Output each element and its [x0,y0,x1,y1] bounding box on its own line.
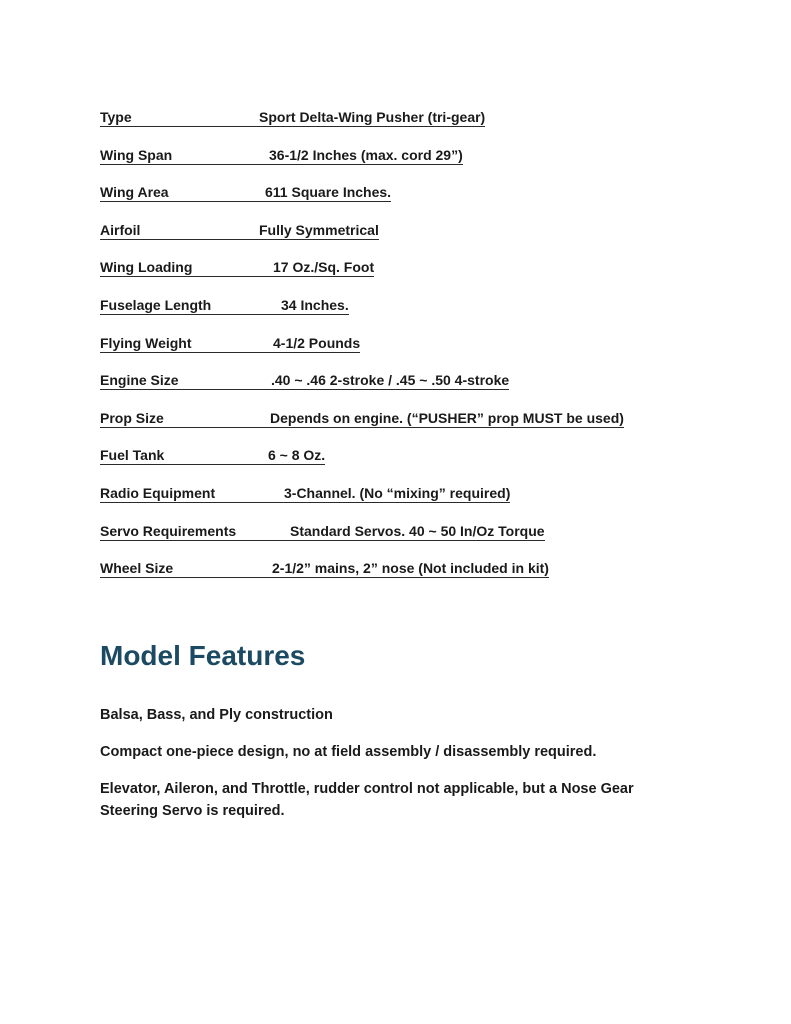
spec-row-radio-equipment [100,484,700,522]
spec-label: Wing Span [100,146,173,163]
spec-row-engine-size [100,371,700,409]
feature-item: Compact one-piece design, no at field assembly / disassembly required. [100,744,597,760]
spec-value: .40 ~ .46 2-stroke / .45 ~ .50 4-stroke [271,372,510,389]
spec-underline [100,371,509,390]
spec-label: Fuel Tank [100,447,165,464]
spec-underline [100,146,463,165]
spec-row-flying-weight [100,334,700,372]
spec-value: Fully Symmetrical [259,221,379,238]
spec-value: 36-1/2 Inches (max. cord 29”) [269,146,463,163]
spec-underline [100,522,545,541]
spec-label: Servo Requirements [100,522,237,539]
spec-underline [100,446,325,465]
spec-row-wheel-size [100,559,700,597]
spec-label: Prop Size [100,409,164,426]
feature-item: Elevator, Aileron, and Throttle, rudder control not applicable, but a Nose Gear Steering Servo is required. [100,781,634,819]
spec-underline [100,108,485,127]
spec-value: 611 Square Inches. [265,184,392,201]
spec-underline [100,334,360,353]
spec-row-servo-requirements [100,522,700,560]
spec-row-wing-span [100,146,700,184]
spec-value: 3-Channel. (No “mixing” required) [284,484,511,501]
spec-label: Airfoil [100,221,141,238]
feature-item: Balsa, Bass, and Ply construction [100,707,333,723]
spec-row-prop-size [100,409,700,447]
spec-row-fuselage-length [100,296,700,334]
spec-row-wing-area [100,183,700,221]
spec-underline [100,221,379,240]
spec-label: Radio Equipment [100,484,216,501]
spec-underline [100,183,391,202]
spec-label: Flying Weight [100,334,192,351]
model-features-heading: Model Features [100,640,306,671]
spec-value: Depends on engine. (“PUSHER” prop MUST be used) [270,409,624,426]
spec-value: Sport Delta-Wing Pusher (tri-gear) [259,109,486,125]
spec-value: Standard Servos. 40 ~ 50 In/Oz Torque [290,522,545,539]
spec-underline [100,296,349,315]
spec-label: Type [100,109,132,125]
spec-underline [100,258,374,277]
spec-label: Engine Size [100,372,179,389]
spec-row-type [100,108,700,146]
spec-row-airfoil [100,221,700,259]
spec-label: Wing Loading [100,259,193,276]
spec-label: Wing Area [100,184,169,201]
spec-value: 6 ~ 8 Oz. [268,447,326,464]
spec-row-fuel-tank [100,446,700,484]
spec-value: 2-1/2” mains, 2” nose (Not included in kit) [272,560,549,577]
spec-row-wing-loading [100,258,700,296]
spec-value: 17 Oz./Sq. Foot [273,259,375,276]
spec-underline [100,484,510,503]
spec-value: 4-1/2 Pounds [273,334,361,351]
model-features-list [100,704,660,837]
spec-underline [100,409,624,428]
spec-label: Fuselage Length [100,296,212,313]
spec-list [100,108,700,597]
spec-underline [100,559,549,578]
spec-label: Wheel Size [100,560,174,577]
spec-value: 34 Inches. [281,296,349,313]
